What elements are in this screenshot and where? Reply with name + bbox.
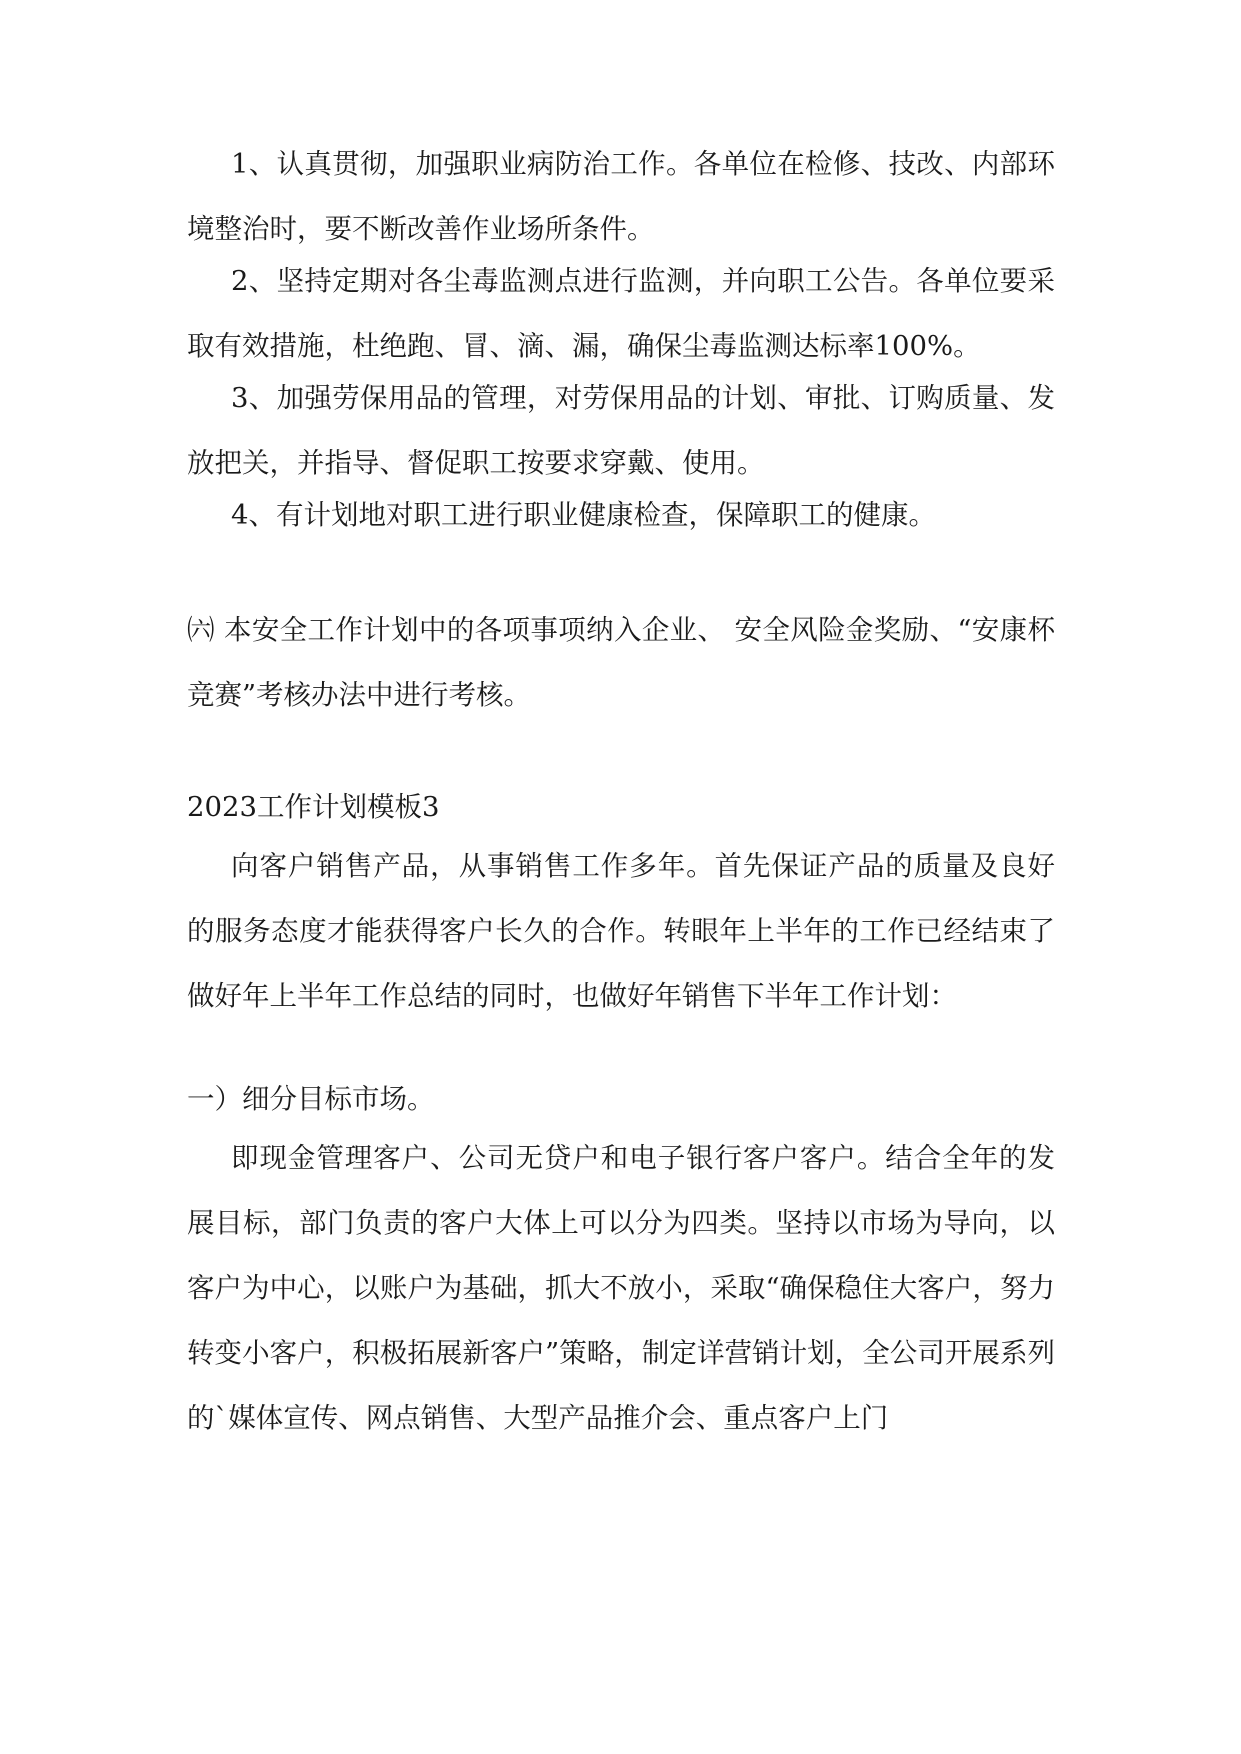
intro-paragraph: 向客户销售产品，从事销售工作多年。首先保证产品的质量及良好的服务态度才能获得客户长久的合作。转眼年上半年的工作已经结束了做好年上半年工作总结的同时，也做好年销售下半年工作计划：	[187, 850, 1055, 1012]
subheading: 一）细分目标市场。	[187, 1083, 435, 1115]
list-item: 4、有计划地对职工进行职业健康检查，保障职工的健康。	[231, 499, 936, 531]
document-page	[187, 0, 1055, 1754]
list-item: 3、加强劳保用品的管理，对劳保用品的计划、审批、订购质量、发放把关，并指导、督促职工按要求穿戴、使用。	[187, 382, 1055, 479]
list-item: 1、认真贯彻，加强职业病防治工作。各单位在检修、技改、内部环境整治时，要不断改善作业场所条件。	[187, 148, 1055, 245]
section-six-paragraph: ㈥ 本安全工作计划中的各项事项纳入企业、 安全风险金奖励、“安康杯竞赛”考核办法中进行考核。	[187, 614, 1055, 711]
body-paragraph: 即现金管理客户、公司无贷户和电子银行客户客户。结合全年的发展目标，部门负责的客户大体上可以分为四类。坚持以市场为导向，以客户为中心，以账户为基础，抓大不放小，采取“确保稳住大客户，努力转变小客户，积极拓展新客户”策略，制定详营销计划，全公司开展系列的`媒体宣传、网点销售、大型产品推介会、重点客户上门	[187, 1142, 1055, 1434]
list-item: 2、坚持定期对各尘毒监测点进行监测，并向职工公告。各单位要采取有效措施，杜绝跑、冒、滴、漏，确保尘毒监测达标率100%。	[187, 265, 1055, 362]
template-heading: 2023工作计划模板3	[187, 791, 440, 823]
